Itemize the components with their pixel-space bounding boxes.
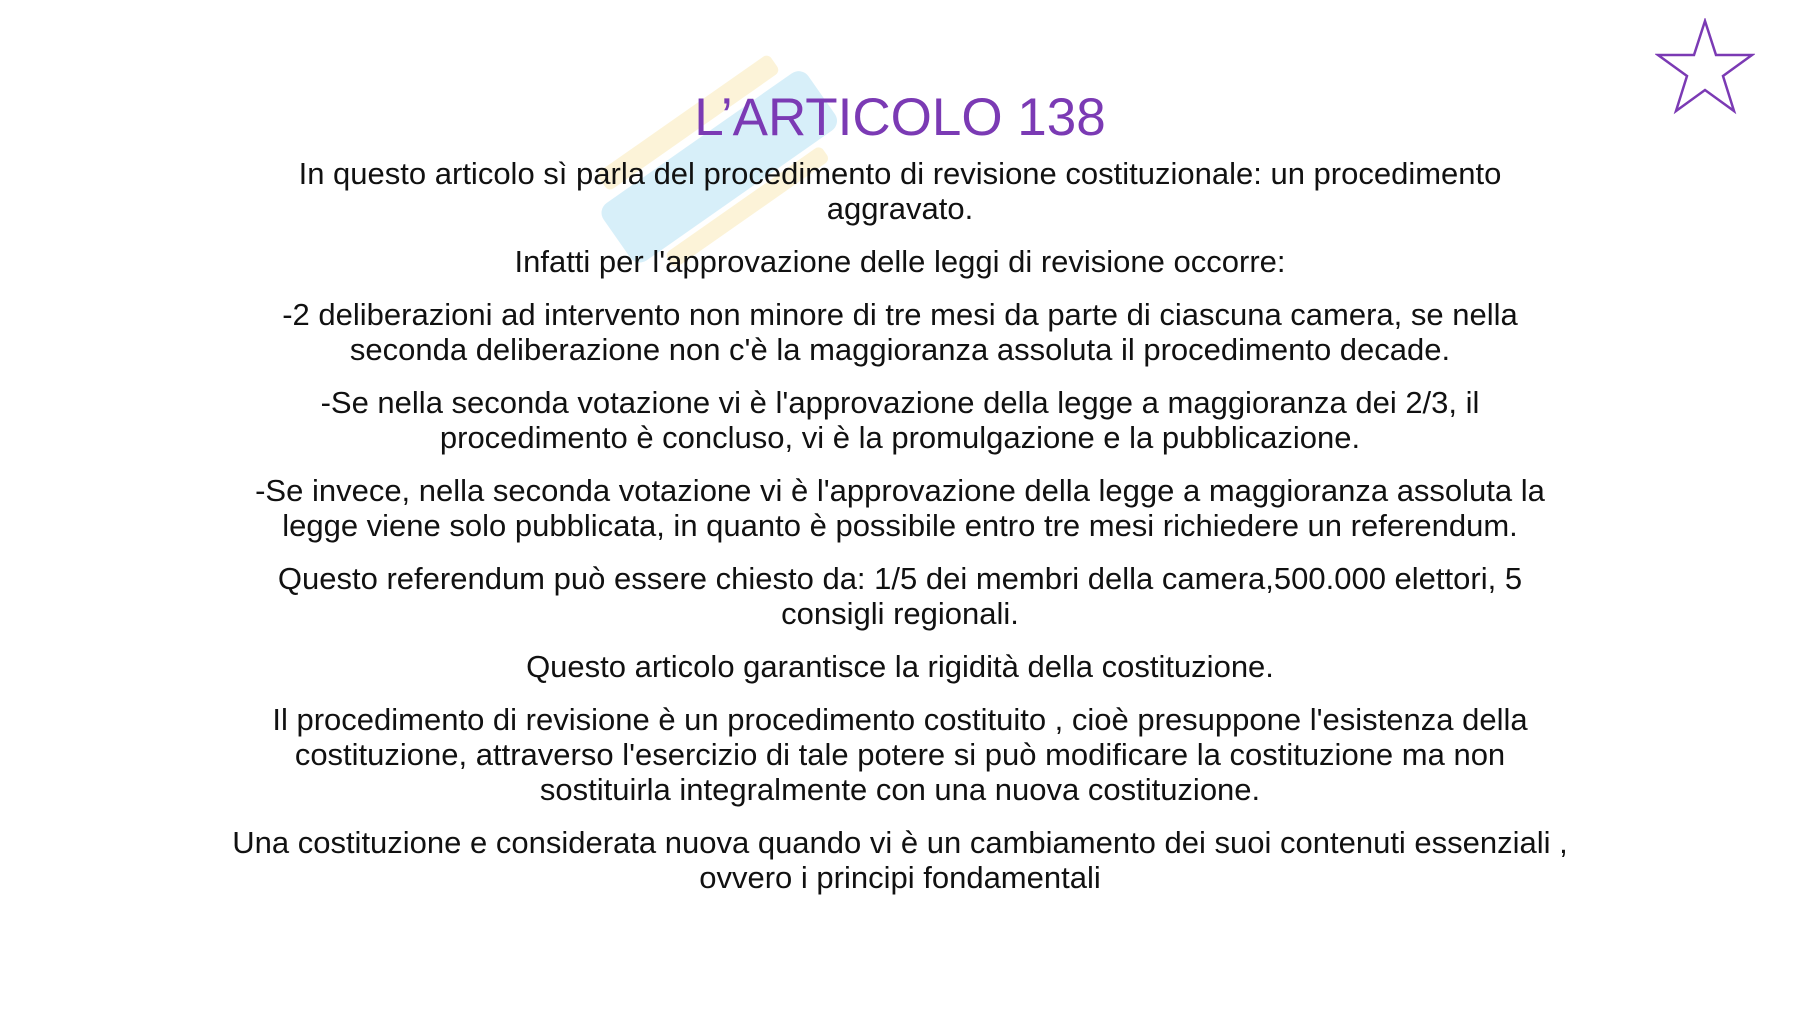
paragraph: Il procedimento di revisione è un procedimento costituito , cioè presuppone l'esistenza della costituzione, attraverso l'esercizio di tale potere si può modificare la costituzione ma non sostituirla integralmente con una nuova costituzione. <box>272 702 1528 807</box>
paragraph: Una costituzione e considerata nuova quando vi è un cambiamento dei suoi contenuti essenziali , ovvero i principi fondamentali <box>232 825 1568 895</box>
paragraph: -2 deliberazioni ad intervento non minore di tre mesi da parte di ciascuna camera, se nella seconda deliberazione non c'è la maggioranza assoluta il procedimento decade. <box>282 297 1518 367</box>
slide-title: L’ARTICOLO 138 <box>694 88 1106 147</box>
paragraph: Infatti per l'approvazione delle leggi di revisione occorre: <box>514 244 1286 279</box>
paragraph: In questo articolo sì parla del procedimento di revisione costituzionale: un procedimento aggravato. <box>298 156 1502 226</box>
paragraph: -Se invece, nella seconda votazione vi è l'approvazione della legge a maggioranza assoluta la legge viene solo pubblicata, in quanto è possibile entro tre mesi richiedere un referendum. <box>255 473 1545 543</box>
paragraph: Questo referendum può essere chiesto da: 1/5 dei membri della camera,500.000 elettori, 5 consigli regionali. <box>277 561 1523 631</box>
paragraph: Questo articolo garantisce la rigidità della costituzione. <box>526 649 1274 684</box>
paragraph: -Se nella seconda votazione vi è l'approvazione della legge a maggioranza dei 2/3, il procedimento è concluso, vi è la promulgazione e la pubblicazione. <box>320 385 1480 455</box>
slide-body <box>230 156 1570 913</box>
